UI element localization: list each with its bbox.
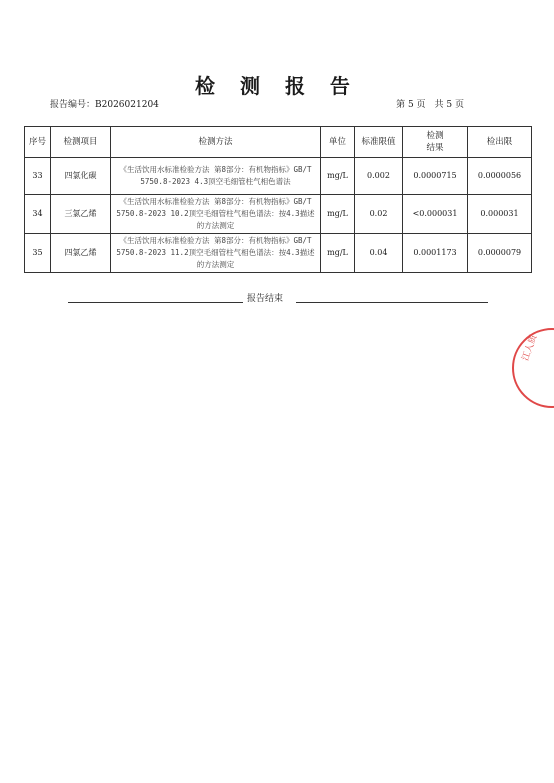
col-result: 检测 结果 [403, 127, 468, 158]
col-method: 检测方法 [111, 127, 321, 158]
col-unit: 单位 [321, 127, 355, 158]
row-method: 《生活饮用水标准检验方法 第8部分：有机物指标》GB/T 5750.8-2023 4.3顶空毛细管柱气相色谱法 [111, 158, 321, 195]
seal-text: 江人质 [520, 333, 540, 363]
row-no: 33 [25, 158, 51, 195]
report-title: 检 测 报 告 [195, 74, 359, 98]
row-item: 三氯乙烯 [51, 195, 111, 234]
report-number-value: B2026021204 [95, 100, 159, 110]
report-number [50, 97, 159, 110]
row-detection-limit: 0.0000056 [468, 158, 532, 195]
row-unit: mg/L [321, 234, 355, 273]
table-header-row [25, 127, 532, 158]
table-row [25, 195, 532, 234]
row-method: 《生活饮用水标准检验方法 第8部分：有机物指标》GB/T 5750.8-2023 11.2顶空毛细管柱气相色谱法：按4.3描述的方法测定 [111, 234, 321, 273]
table-row [25, 158, 532, 195]
col-no: 序号 [25, 127, 51, 158]
row-no: 34 [25, 195, 51, 234]
row-item: 四氯化碳 [51, 158, 111, 195]
col-item: 检测项目 [51, 127, 111, 158]
row-limit: 0.04 [355, 234, 403, 273]
report-number-label: 报告编号： [50, 100, 96, 110]
table-row [25, 234, 532, 273]
red-seal-stamp [512, 328, 554, 408]
report-end-text: 报告结束 [245, 291, 285, 304]
row-detection-limit: 0.0000079 [468, 234, 532, 273]
page-info: 第 5 页 共 5 页 [396, 100, 464, 110]
row-method: 《生活饮用水标准检验方法 第8部分：有机物指标》GB/T 5750.8-2023 10.2顶空毛细管柱气相色谱法：按4.3描述的方法测定 [111, 195, 321, 234]
row-limit: 0.02 [355, 195, 403, 234]
row-item: 四氯乙烯 [51, 234, 111, 273]
end-rule-left [68, 302, 243, 303]
row-result: 0.0001173 [403, 234, 468, 273]
report-end-line [68, 291, 488, 305]
row-result: <0.000031 [403, 195, 468, 234]
row-limit: 0.002 [355, 158, 403, 195]
row-unit: mg/L [321, 158, 355, 195]
row-unit: mg/L [321, 195, 355, 234]
col-detection-limit: 检出限 [468, 127, 532, 158]
row-result: 0.0000715 [403, 158, 468, 195]
col-limit: 标准限值 [355, 127, 403, 158]
row-detection-limit: 0.000031 [468, 195, 532, 234]
row-no: 35 [25, 234, 51, 273]
results-table [24, 126, 532, 273]
end-rule-right [296, 302, 488, 303]
